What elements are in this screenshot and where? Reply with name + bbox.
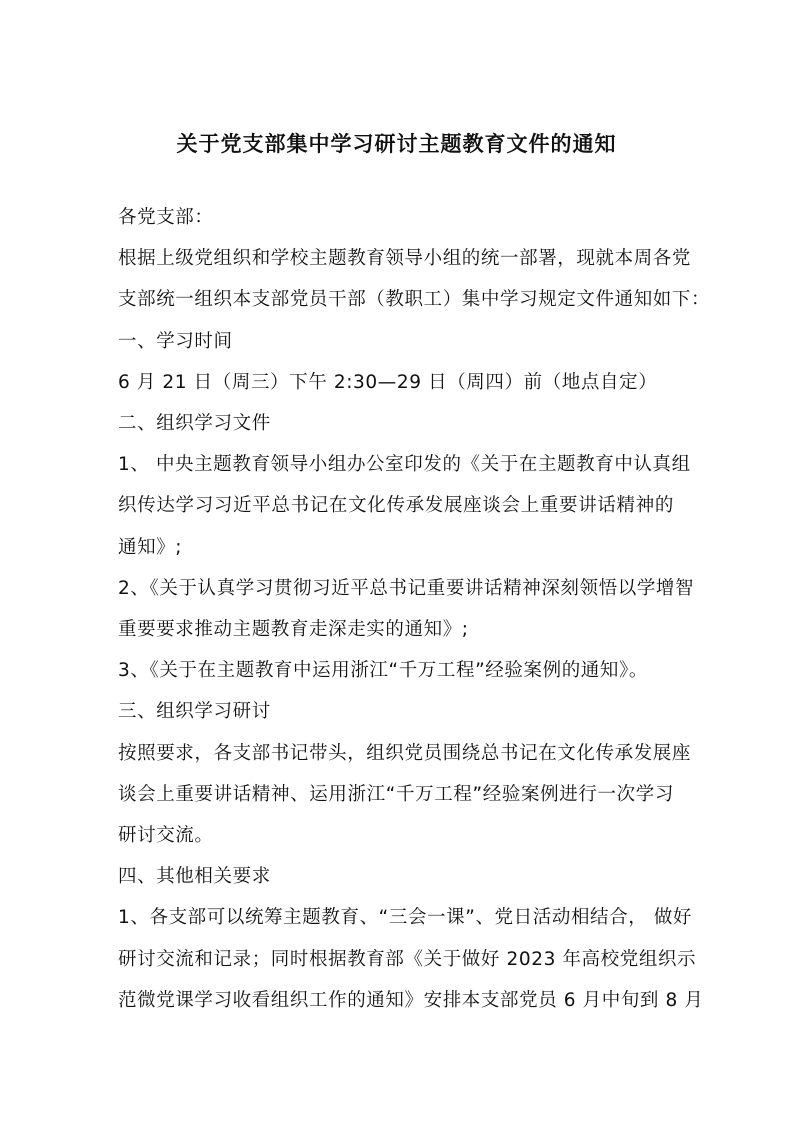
paragraph-line: 织传达学习习近平总书记在文化传承发展座谈会上重要讲话精神的 [118,495,674,517]
paragraph-line: 2、《关于认真学习贯彻习近平总书记重要讲话精神深刻领悟以学增智 [118,577,695,599]
paragraph-line: 重要要求推动主题教育走深走实的通知》; [118,619,469,641]
paragraph-line: 支部统一组织本支部党员干部（教职工）集中学习规定文件通知如下： [118,289,711,311]
section-heading: 四、其他相关要求 [118,866,271,888]
paragraph-line: 谈会上重要讲话精神、运用浙江“千万工程”经验案例进行一次学习 [118,783,674,805]
section-heading: 一、学习时间 [118,330,233,352]
paragraph-line: 范微党课学习收看组织工作的通知》安排本支部党员 6 月中旬到 8 月 [118,989,704,1011]
section-heading: 三、组织学习研讨 [118,701,271,723]
paragraph-line: 3、《关于在主题教育中运用浙江“千万工程”经验案例的通知》。 [118,660,648,682]
paragraph-line: 1、 中央主题教育领导小组办公室印发的《关于在主题教育中认真组 [118,454,691,476]
paragraph-line: 通知》; [118,536,183,558]
paragraph-line: 6 月 21 日（周三）下午 2:30—29 日（周四）前（地点自定） [118,371,658,393]
salutation-line: 各党支部： [118,207,214,228]
section-heading: 二、组织学习文件 [118,413,271,435]
paragraph-line: 研讨交流和记录；同时根据教育部《关于做好 2023 年高校党组织示 [118,948,697,970]
paragraph-line: 1、各支部可以统筹主题教育、“三会一课”、党日活动相结合， 做好 [118,907,693,929]
paragraph-line: 根据上级党组织和学校主题教育领导小组的统一部署，现就本周各党 [118,248,692,270]
paragraph-line: 按照要求，各支部书记带头，组织党员围绕总书记在文化传承发展座 [118,742,692,764]
document-title: 关于党支部集中学习研讨主题教育文件的通知 [176,132,617,156]
paragraph-line: 研讨交流。 [118,825,214,847]
document-body [118,197,711,1021]
